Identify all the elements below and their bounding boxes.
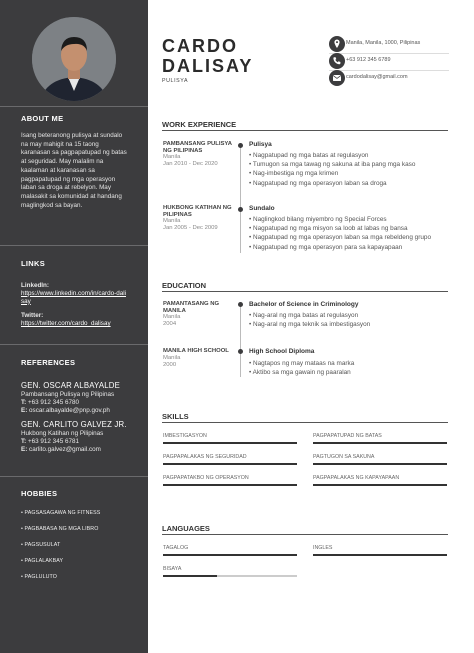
divider <box>329 70 449 71</box>
linkedin-label: LinkedIn: <box>21 282 49 289</box>
language-bar <box>163 575 297 577</box>
languages-heading: LANGUAGES <box>162 524 210 533</box>
education-bullets <box>249 359 354 377</box>
skill-name: IMBESTIGASYON <box>163 433 207 439</box>
skill-name: PAGPAPALAKAS NG SEGURIDAD <box>163 454 247 460</box>
education-org <box>163 301 235 329</box>
divider <box>0 344 148 345</box>
org-name: PAMANTASANG NG MANILA <box>163 301 220 314</box>
reference-org: Pambansang Pulisya ng Pilipinas <box>21 391 115 398</box>
divider <box>0 476 148 477</box>
skill-name: PAGPAPALAKAS NG KAPAYAPAAN <box>313 475 400 481</box>
contact-phone: +63 912 345 6789 <box>346 57 391 63</box>
about-section <box>21 114 127 210</box>
skill-bar <box>163 442 297 444</box>
skill-fill <box>163 484 297 486</box>
hobby-item: • PAGBABASA NG MGA LIBRO <box>21 526 99 532</box>
twitter-label: Twitter: <box>21 312 44 320</box>
name-heading <box>162 36 253 76</box>
language-fill <box>313 554 447 556</box>
skill-bar <box>313 442 447 444</box>
skill-fill <box>313 463 447 465</box>
about-text: Isang beteranong pulisya at sundalo na may mahigit na 15 taong karanasan sa pagpapatupad ng batas at seguridad. May malalim na kaalaman at karanasan sa pagpapatupad ng mga operasyon laban sa droga at rebelyon. May malasakit sa komunidad at handang maglingkod sa bayan. <box>21 132 127 209</box>
work-org <box>163 205 235 233</box>
timeline-dot <box>238 207 243 212</box>
location-pin-icon <box>329 36 345 52</box>
skills-heading: SKILLS <box>162 412 189 421</box>
bullet-item: • Aktibo sa mga gawain ng paaralan <box>249 369 351 377</box>
divider <box>0 245 148 246</box>
skill-bar <box>163 484 297 486</box>
work-org <box>163 141 235 169</box>
bullet-item: • Nagpatupad ng mga operasyon para sa kapayapaan <box>249 243 403 251</box>
reference-name: GEN. OSCAR ALBAYALDE <box>21 381 121 390</box>
skill-bar <box>163 463 297 465</box>
education-heading: EDUCATION <box>162 281 207 290</box>
about-heading: ABOUT ME <box>21 114 64 123</box>
links-section <box>21 259 127 328</box>
contact-email[interactable]: cardodalisay@gmail.com <box>346 74 408 80</box>
org-city: Manila <box>163 314 181 321</box>
language-name: BISAYA <box>163 566 182 572</box>
work-title: Sundalo <box>249 205 275 212</box>
org-name: MANILA HIGH SCHOOL <box>163 348 229 354</box>
linkedin-link[interactable]: https://www.linkedin.com/in/cardo-dalisay <box>21 289 126 305</box>
first-name: CARDO <box>162 36 238 56</box>
reference-org: Hukbong Katihan ng Pilipinas <box>21 430 104 438</box>
timeline-dot <box>238 302 243 307</box>
job-title: PULISYA <box>162 78 189 84</box>
phone-label: T: <box>21 398 27 406</box>
skill-name: PAGTUGON SA SAKUNA <box>313 454 375 460</box>
education-title: Bachelor of Science in Criminology <box>249 301 359 308</box>
reference-email[interactable]: carlito.galvez@gmail.com <box>29 445 101 453</box>
hobby-item: • PAGSUSULAT <box>21 542 61 548</box>
section-divider <box>162 291 448 292</box>
org-dates: 2004 <box>163 321 177 328</box>
email-label: E: <box>21 406 28 414</box>
org-city: Manila <box>163 154 181 161</box>
org-dates: Jan 2005 - Dec 2009 <box>163 225 218 232</box>
bullet-item: • Nagpatupad ng mga operasyon laban sa mga rebeldeng grupo <box>249 234 432 242</box>
email-label: E: <box>21 445 28 453</box>
bullet-item: • Nagpatupad ng mga operasyon laban sa droga <box>249 179 387 187</box>
language-fill <box>163 554 297 556</box>
reference-email[interactable]: oscar.albayalde@pnp.gov.ph <box>29 406 110 414</box>
skill-name: PAGPAPATUPAD NG BATAS <box>313 433 382 439</box>
bullet-item: • Nagpatupad ng mga batas at regulasyon <box>249 152 369 159</box>
divider <box>0 106 148 107</box>
language-bar <box>163 554 297 556</box>
org-dates: 2000 <box>163 361 177 368</box>
reference-item <box>21 381 143 414</box>
reference-item <box>21 420 143 453</box>
skill-fill <box>313 442 447 444</box>
skill-name: PAGPAPATAKBO NG OPERASYON <box>163 475 249 481</box>
org-name: HUKBONG KATIHAN NG PILIPINAS <box>163 205 232 218</box>
language-name: INGLES <box>313 545 333 551</box>
reference-phone: +63 912 345 6780 <box>28 398 79 406</box>
education-title: High School Diploma <box>249 348 315 355</box>
bullet-item: • Tumugon sa mga tawag ng sakuna at iba pang mga kaso <box>249 161 416 169</box>
reference-name: GEN. CARLITO GALVEZ JR. <box>21 420 127 430</box>
work-bullets <box>249 215 431 252</box>
hobby-item: • PAGLALAKBAY <box>21 558 64 564</box>
section-divider <box>162 534 448 535</box>
work-title: Pulisya <box>249 141 272 148</box>
org-city: Manila <box>163 354 181 361</box>
language-fill <box>163 575 217 577</box>
skill-fill <box>313 484 447 486</box>
references-heading: REFERENCES <box>21 358 76 367</box>
bullet-item: • Nagpatupad ng mga misyon sa loob at labas ng bansa <box>249 225 408 233</box>
sidebar <box>0 0 148 653</box>
timeline-dot <box>238 349 243 354</box>
phone-label: T: <box>21 438 27 446</box>
timeline-dot <box>238 143 243 148</box>
section-divider <box>162 422 448 423</box>
org-city: Manila <box>163 218 181 225</box>
language-bar <box>313 554 447 556</box>
skill-fill <box>163 463 297 465</box>
reference-phone: +63 912 345 6781 <box>28 438 79 446</box>
bullet-item: • Naglingkod bilang miyembro ng Special Forces <box>249 216 387 223</box>
bullet-item: • Nag-imbestiga ng mga krimen <box>249 170 339 178</box>
skill-fill <box>163 442 297 444</box>
bullet-item: • Nagtapos ng may mataas na marka <box>249 360 355 367</box>
org-name: PAMBANSANG PULISYA NG PILIPINAS <box>163 141 232 154</box>
language-name: TAGALOG <box>163 545 189 551</box>
email-icon <box>329 70 345 86</box>
profile-photo <box>32 17 116 101</box>
timeline-line <box>240 145 241 253</box>
contact-address: Manila, Manila, 1000, Pilipinas <box>346 40 421 46</box>
hobbies-heading: HOBBIES <box>21 489 58 498</box>
skill-bar <box>313 463 447 465</box>
twitter-link[interactable]: https://twitter.com/cardo_dalisay <box>21 320 111 328</box>
divider <box>329 53 449 54</box>
links-heading: LINKS <box>21 259 45 268</box>
work-heading: WORK EXPERIENCE <box>162 120 237 129</box>
bullet-item: • Nag-aral ng mga batas at regulasyon <box>249 312 359 319</box>
hobby-item: • PAGSASAGAWA NG FITNESS <box>21 510 101 516</box>
hobbies-heading-wrap <box>21 489 127 498</box>
references-section <box>21 358 143 454</box>
education-bullets <box>249 311 370 329</box>
last-name: DALISAY <box>162 56 254 76</box>
bullet-item: • Nag-aral ng mga teknik sa imbestigasyon <box>249 321 371 329</box>
skill-bar <box>313 484 447 486</box>
education-org <box>163 348 235 369</box>
work-bullets <box>249 151 415 188</box>
timeline-line <box>240 305 241 377</box>
hobby-item: • PAGLULUTO <box>21 574 58 580</box>
section-divider <box>162 130 448 131</box>
org-dates: Jan 2010 - Dec 2020 <box>163 161 218 168</box>
phone-icon <box>329 53 345 69</box>
